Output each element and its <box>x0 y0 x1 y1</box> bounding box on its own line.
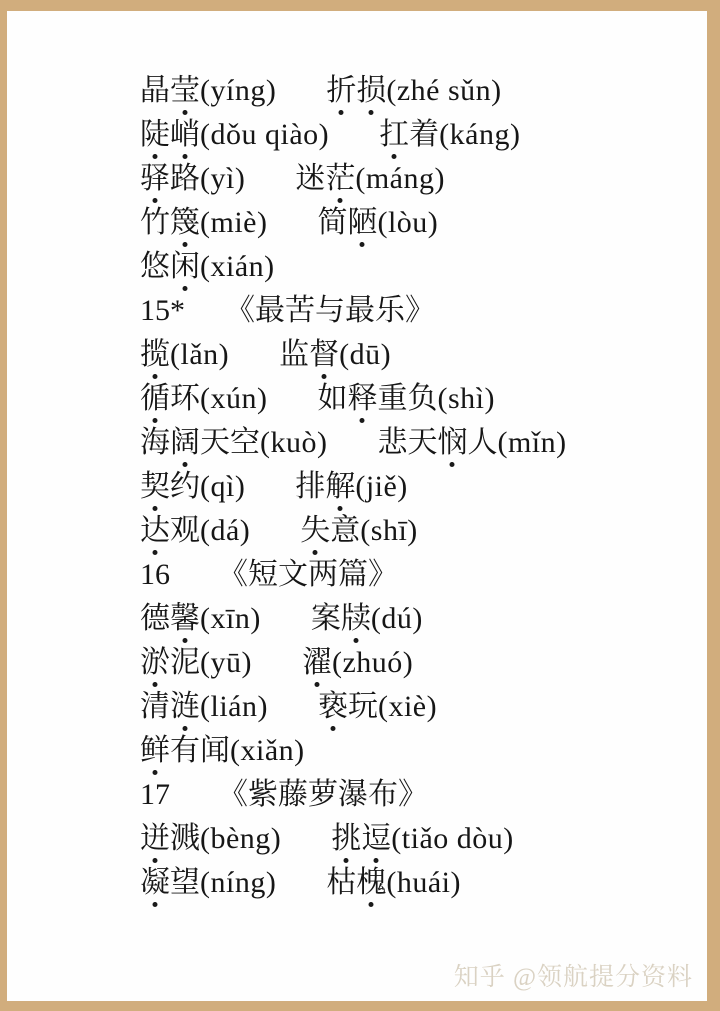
pinyin-annotation: (qì) <box>200 470 246 503</box>
lesson-heading <box>140 557 697 601</box>
vocab-row <box>140 381 697 425</box>
pinyin-annotation: (bèng) <box>200 822 282 855</box>
pinyin-annotation: (yì) <box>200 162 246 195</box>
vocab-row <box>140 513 697 557</box>
emphasized-character: 陡 <box>140 118 170 151</box>
pinyin-annotation: (lǎn) <box>170 338 230 371</box>
emphasized-character: 鲜 <box>140 734 170 767</box>
vocab-row <box>140 865 697 909</box>
character: 清 <box>140 690 170 723</box>
vocab-entry <box>326 865 461 901</box>
character: 玩 <box>347 690 378 723</box>
pinyin-annotation: (xiè) <box>377 690 438 723</box>
emphasized-character: 濯 <box>301 646 332 679</box>
vocab-entry <box>140 425 327 461</box>
pinyin-annotation: (dú) <box>370 602 423 635</box>
emphasized-character: 陋 <box>347 206 378 239</box>
emphasized-character: 亵 <box>317 690 348 723</box>
lesson-title: 《紫藤萝瀑布》 <box>218 778 428 811</box>
pinyin-annotation: (zhuó) <box>331 646 414 679</box>
character: 监 <box>279 338 310 371</box>
emphasized-character: 茫 <box>325 162 356 195</box>
pinyin-annotation: (xīn) <box>200 602 261 635</box>
character: 望 <box>170 866 200 899</box>
vocab-row <box>140 689 697 733</box>
vocab-entry <box>140 117 329 153</box>
emphasized-character: 阔 <box>170 426 200 459</box>
vocab-entry <box>140 337 229 373</box>
emphasized-character: 逗 <box>361 822 392 855</box>
emphasized-character: 达 <box>140 514 170 547</box>
pinyin-annotation: (huái) <box>386 866 461 899</box>
vocab-entry <box>140 689 268 725</box>
character: 悲 <box>377 426 408 459</box>
emphasized-character: 莹 <box>170 74 200 107</box>
character: 溅 <box>170 822 200 855</box>
emphasized-character: 驿 <box>140 162 170 195</box>
vocab-entry <box>140 865 276 901</box>
vocab-list <box>140 73 697 909</box>
vocab-row <box>140 205 697 249</box>
vocab-entry <box>379 117 520 153</box>
vocab-row <box>140 601 697 645</box>
character: 路 <box>170 162 200 195</box>
vocab-entry <box>318 689 437 725</box>
pinyin-annotation: (shì) <box>437 382 495 415</box>
document-page <box>7 11 707 1001</box>
lesson-number: 16 <box>140 558 170 591</box>
character: 如 <box>317 382 348 415</box>
vocab-entry <box>140 469 245 505</box>
emphasized-character: 督 <box>309 338 340 371</box>
pinyin-annotation: (yíng) <box>200 74 277 107</box>
pinyin-annotation: (tiǎo dòu) <box>391 822 514 855</box>
vocab-entry <box>140 381 267 417</box>
character: 重 <box>377 382 408 415</box>
emphasized-character: 损 <box>356 74 387 107</box>
vocab-row <box>140 821 697 865</box>
vocab-entry <box>295 469 407 505</box>
vocab-entry <box>377 425 566 461</box>
vocab-entry <box>140 205 267 241</box>
emphasized-character: 迸 <box>140 822 170 855</box>
vocab-entry <box>311 601 423 637</box>
vocab-entry <box>317 205 438 241</box>
emphasized-character: 揽 <box>140 338 170 371</box>
character: 天 <box>200 426 230 459</box>
character: 意 <box>330 514 361 547</box>
character: 环 <box>170 382 200 415</box>
pinyin-annotation: (shī) <box>360 514 418 547</box>
pinyin-annotation: (káng) <box>439 118 521 151</box>
character: 竹 <box>140 206 170 239</box>
character: 闻 <box>200 734 230 767</box>
vocab-row <box>140 249 697 293</box>
lesson-number: 17 <box>140 778 170 811</box>
emphasized-character: 淤 <box>140 646 170 679</box>
pinyin-annotation: (miè) <box>200 206 268 239</box>
character: 观 <box>170 514 200 547</box>
vocab-row <box>140 73 697 117</box>
pinyin-annotation: (xiǎn) <box>230 734 305 767</box>
emphasized-character: 循 <box>140 382 170 415</box>
vocab-row <box>140 337 697 381</box>
character: 枯 <box>326 866 357 899</box>
character: 负 <box>407 382 438 415</box>
lesson-title: 《短文两篇》 <box>218 558 398 591</box>
lesson-heading <box>140 293 697 337</box>
pinyin-annotation: (lián) <box>200 690 268 723</box>
character: 德 <box>140 602 170 635</box>
character: 泥 <box>170 646 200 679</box>
vocab-row <box>140 425 697 469</box>
character: 悠 <box>140 250 170 283</box>
character: 案 <box>310 602 341 635</box>
emphasized-character: 峭 <box>170 118 200 151</box>
emphasized-character: 契 <box>140 470 170 503</box>
lesson-heading <box>140 777 697 821</box>
vocab-entry <box>331 821 513 857</box>
vocab-entry <box>295 161 445 197</box>
character: 天 <box>407 426 438 459</box>
pinyin-annotation: (jiě) <box>355 470 408 503</box>
character: 晶 <box>140 74 170 107</box>
vocab-entry <box>140 733 305 769</box>
emphasized-character: 扛 <box>379 118 410 151</box>
vocab-row <box>140 645 697 689</box>
character: 简 <box>317 206 348 239</box>
emphasized-character: 槐 <box>356 866 387 899</box>
pinyin-annotation: (kuò) <box>260 426 328 459</box>
vocab-row <box>140 469 697 513</box>
emphasized-character: 失 <box>300 514 331 547</box>
character: 约 <box>170 470 200 503</box>
lesson-number: 15* <box>140 294 185 327</box>
vocab-entry <box>326 73 501 109</box>
vocab-row <box>140 117 697 161</box>
vocab-entry <box>300 513 418 549</box>
character: 着 <box>409 118 440 151</box>
pinyin-annotation: (lòu) <box>377 206 439 239</box>
pinyin-annotation: (máng) <box>355 162 445 195</box>
pinyin-annotation: (dǒu qiào) <box>200 118 330 151</box>
vocab-entry <box>140 161 245 197</box>
vocab-entry <box>140 513 250 549</box>
vocab-entry <box>317 381 495 417</box>
emphasized-character: 解 <box>325 470 356 503</box>
character: 人 <box>467 426 498 459</box>
emphasized-character: 涟 <box>170 690 200 723</box>
character: 海 <box>140 426 170 459</box>
emphasized-character: 牍 <box>340 602 371 635</box>
pinyin-annotation: (xún) <box>200 382 268 415</box>
emphasized-character: 馨 <box>170 602 200 635</box>
vocab-entry <box>140 73 276 109</box>
pinyin-annotation: (dá) <box>200 514 251 547</box>
vocab-entry <box>140 601 261 637</box>
character: 空 <box>230 426 260 459</box>
pinyin-annotation: (níng) <box>200 866 277 899</box>
emphasized-character: 悯 <box>437 426 468 459</box>
pinyin-annotation: (xián) <box>200 250 275 283</box>
character: 排 <box>295 470 326 503</box>
emphasized-character: 闲 <box>170 250 200 283</box>
vocab-row <box>140 733 697 777</box>
lesson-title: 《最苦与最乐》 <box>225 294 435 327</box>
character: 迷 <box>295 162 326 195</box>
watermark: 知乎 @领航提分资料 <box>453 964 693 991</box>
vocab-entry <box>140 821 281 857</box>
emphasized-character: 挑 <box>331 822 362 855</box>
vocab-row <box>140 161 697 205</box>
vocab-entry <box>302 645 413 681</box>
emphasized-character: 篾 <box>170 206 200 239</box>
pinyin-annotation: (dū) <box>339 338 392 371</box>
pinyin-annotation: (yū) <box>200 646 252 679</box>
emphasized-character: 折 <box>326 74 357 107</box>
vocab-entry <box>140 249 275 285</box>
pinyin-annotation: (zhé sǔn) <box>386 74 502 107</box>
vocab-entry <box>279 337 391 373</box>
character: 有 <box>170 734 200 767</box>
emphasized-character: 凝 <box>140 866 170 899</box>
emphasized-character: 释 <box>347 382 378 415</box>
pinyin-annotation: (mǐn) <box>497 426 567 459</box>
vocab-entry <box>140 645 252 681</box>
